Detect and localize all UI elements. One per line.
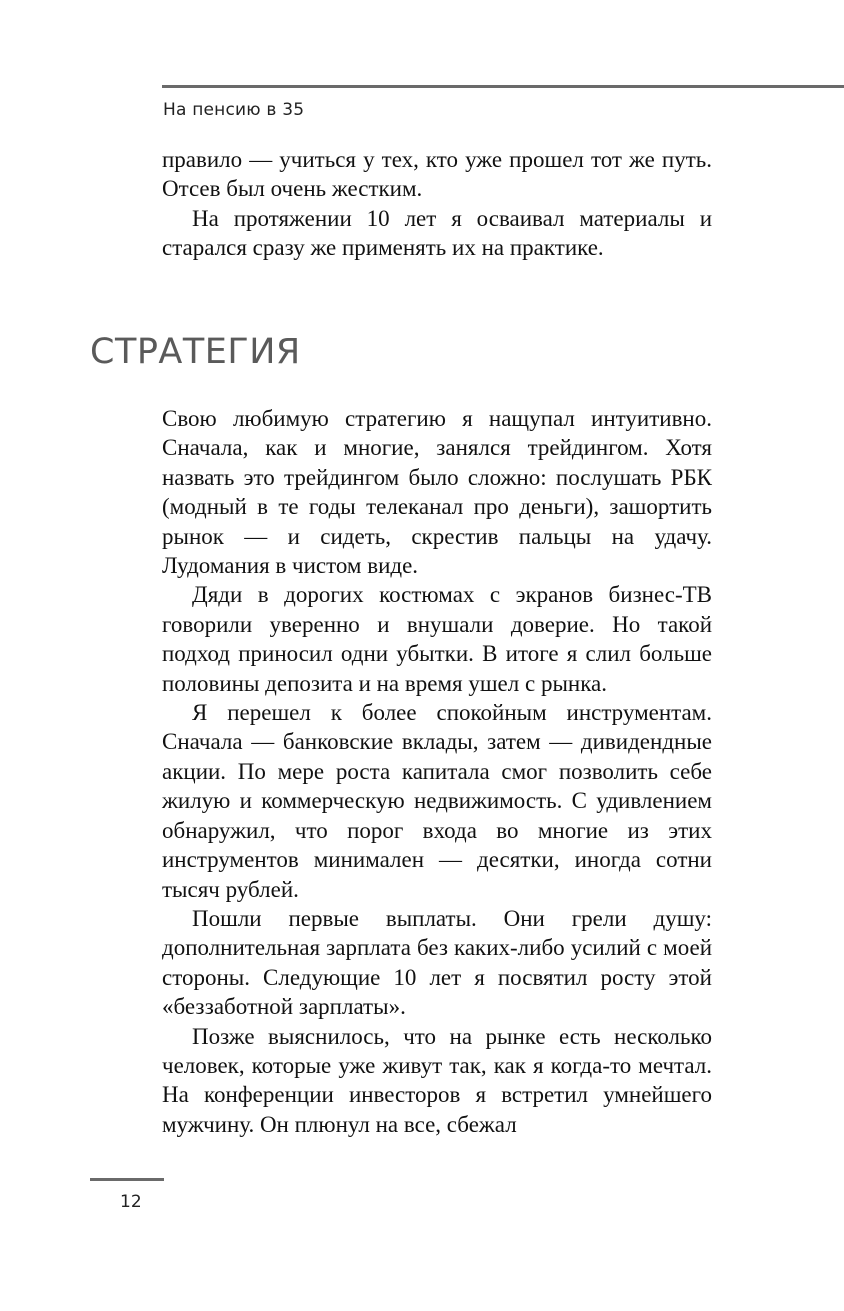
- paragraph: Пошли первые выплаты. Они грели душу: дополнительная зарплата без каких-либо усилий с моей стороны. Следующие 10 лет я посвятил росту этой «беззаботной зарплаты».: [162, 905, 712, 1020]
- section-body: [162, 404, 712, 1139]
- section-heading: СТРАТЕГИЯ: [90, 332, 301, 372]
- footer-rule: [90, 1178, 164, 1181]
- paragraph: Свою любимую стратегию я нащупал интуитивно. Сначала, как и многие, занялся трейдингом. Хотя назвать это трейдингом было сложно: послушать РБК (модный в те годы телеканал про деньги), зашортить рынок — и сидеть, скрестив пальцы на удачу. Лудомания в чистом виде.: [162, 406, 712, 579]
- header-rule: [162, 85, 844, 88]
- paragraph: Я перешел к более спокойным инструментам. Сначала — банковские вклады, затем — дивидендные акции. По мере роста капитала смог позволить себе жилую и коммерческую недвижимость. С удивлением обнаружил, что порог входа во многие из этих инструментов минимален — десятки, иногда сотни тысяч рублей.: [162, 700, 712, 902]
- continued-text: [162, 145, 712, 263]
- paragraph: Дяди в дорогих костюмах с экранов бизнес-ТВ говорили уверенно и внушали доверие. Но такой подход приносил одни убытки. В итоге я слил больше половины депозита и на время ушел с рынка.: [162, 582, 712, 696]
- paragraph: правило — учиться у тех, кто уже прошел тот же путь. Отсев был очень жестким.: [162, 147, 712, 202]
- page-number: 12: [120, 1192, 142, 1212]
- running-head: На пенсию в 35: [163, 100, 305, 120]
- paragraph: Позже выяснилось, что на рынке есть несколько человек, которые уже живут так, как я когда-то мечтал. На конференции инвесторов я встретил умнейшего мужчину. Он плюнул на все, сбежал: [162, 1023, 712, 1137]
- paragraph: На протяжении 10 лет я осваивал материалы и старался сразу же применять их на практике.: [162, 205, 712, 261]
